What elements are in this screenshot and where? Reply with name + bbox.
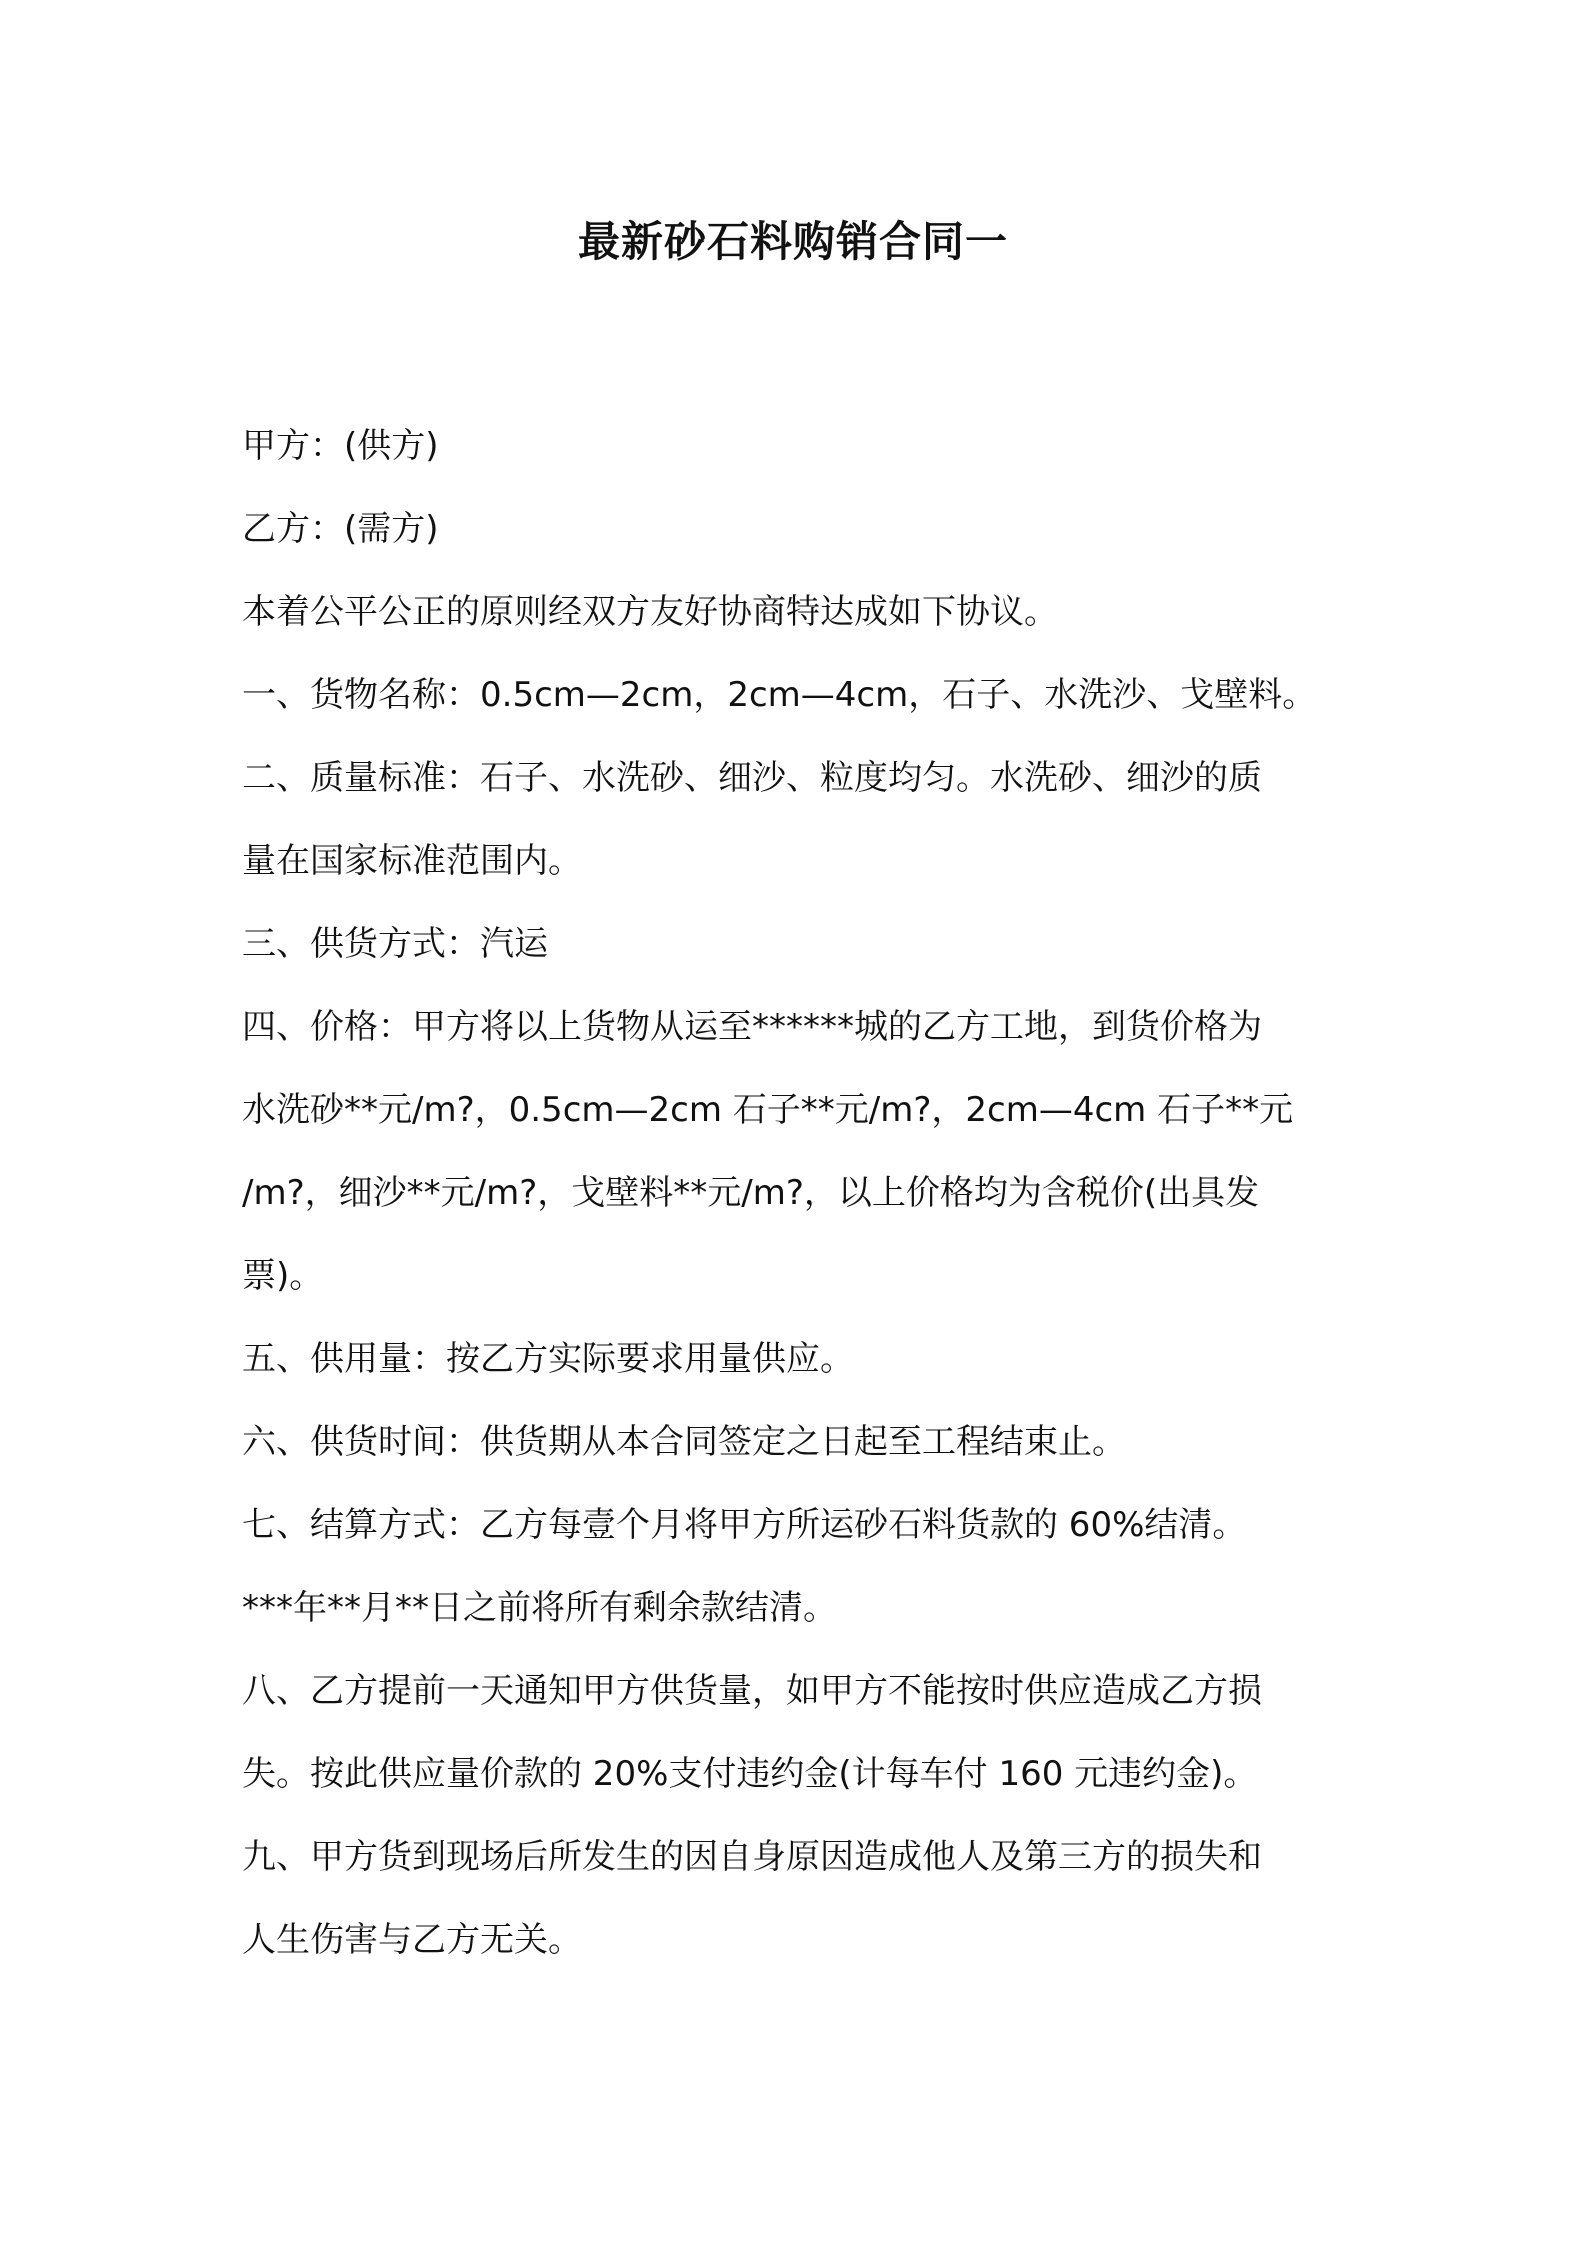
clause-3-supply-method-line: 三、供货方式：汽运 bbox=[242, 924, 548, 964]
clause-9-liability-line-1: 九、甲方货到现场后所发生的因自身原因造成他人及第三方的损失和 bbox=[242, 1837, 1262, 1877]
clause-2-quality-line-2: 量在国家标准范围内。 bbox=[242, 841, 582, 881]
party-a-line: 甲方：(供方) bbox=[242, 426, 439, 466]
clause-6-supply-time-line: 六、供货时间：供货期从本合同签定之日起至工程结束止。 bbox=[242, 1422, 1126, 1462]
clause-8-notice-line-2: 失。按此供应量价款的 20%支付违约金(计每车付 160 元违约金)。 bbox=[242, 1754, 1258, 1794]
document-title: 最新砂石料购销合同一 bbox=[577, 217, 1008, 266]
clause-4-price-line-2: 水洗砂**元/m?，0.5cm—2cm 石子**元/m?，2cm—4cm 石子**元 bbox=[242, 1090, 1294, 1130]
clause-2-quality-line-1: 二、质量标准：石子、水洗砂、细沙、粒度均匀。水洗砂、细沙的质 bbox=[242, 758, 1262, 798]
document-body bbox=[242, 405, 1362, 1982]
clause-4-price-line-3: /m?，细沙**元/m?，戈壁料**元/m?，以上价格均为含税价(出具发 bbox=[242, 1173, 1260, 1213]
clause-8-notice-line-1: 八、乙方提前一天通知甲方供货量，如甲方不能按时供应造成乙方损 bbox=[242, 1671, 1262, 1711]
clause-4-price-line-4: 票)。 bbox=[242, 1256, 324, 1296]
party-b-line: 乙方：(需方) bbox=[242, 509, 439, 549]
clause-7-settlement-line-2: ***年**月**日之前将所有剩余款结清。 bbox=[242, 1588, 837, 1628]
clause-1-goods-line: 一、货物名称：0.5cm—2cm，2cm—4cm，石子、水洗沙、戈壁料。 bbox=[242, 675, 1317, 715]
clause-9-liability-line-2: 人生伤害与乙方无关。 bbox=[242, 1920, 582, 1960]
clause-4-price-line-1: 四、价格：甲方将以上货物从运至******城的乙方工地，到货价格为 bbox=[242, 1007, 1262, 1047]
agreement-intro-line: 本着公平公正的原则经双方友好协商特达成如下协议。 bbox=[242, 592, 1058, 632]
clause-5-quantity-line: 五、供用量：按乙方实际要求用量供应。 bbox=[242, 1339, 854, 1379]
clause-7-settlement-line-1: 七、结算方式：乙方每壹个月将甲方所运砂石料货款的 60%结清。 bbox=[242, 1505, 1247, 1545]
